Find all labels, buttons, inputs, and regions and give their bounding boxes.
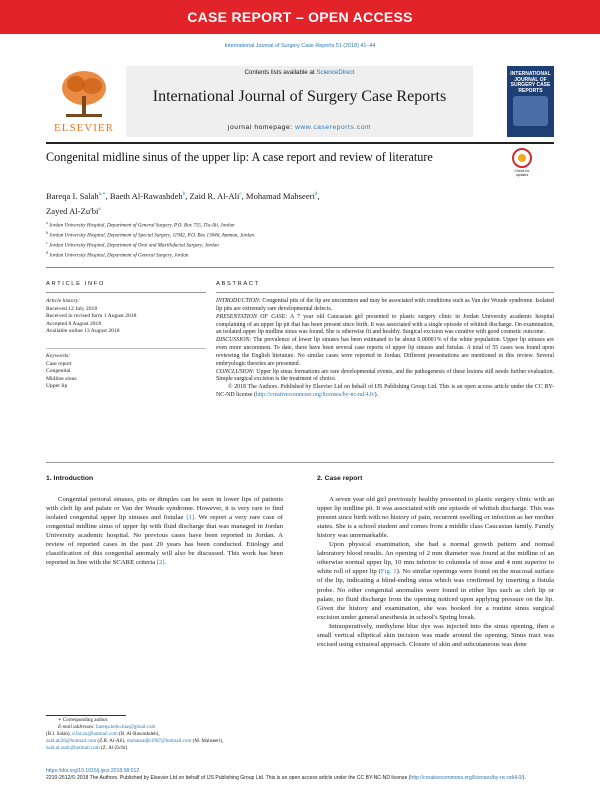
email-addresses [46, 724, 286, 731]
introduction-heading: 1. Introduction [46, 475, 94, 482]
author[interactable]: Baeth Al-Rawashdeh$^b$ [109, 190, 186, 201]
abstract-paragraph: PRESENTATION OF CASE: A 7 year old Caucasian girl presented to plastic surgery clinic in Jordan University academic hospital complaining of an upper lip pit that has been present since birth. It was associated with a single episode of whitish discharge. On examination, an isolated upper lip midline sinus was found. She is otherwise fit and healthy. Surgical excision was curative with good cosmetic outcome. [216, 313, 554, 336]
abstract-paragraph: CONCLUSION: Upper lip sinus formations are rare developmental events, and the pathogenesis of these lesions still needs further evaluation. Simple surgical excision is the treatment of choice. [216, 368, 554, 383]
journal-cover-image [507, 66, 554, 137]
history-item: Accepted 8 August 2018 [46, 320, 102, 327]
body-divider [46, 462, 554, 463]
section-divider [46, 267, 554, 268]
email-link[interactable]: zaid.al.zubi@hotmail.com [46, 744, 100, 751]
author[interactable]: Mohamad Mahseeri$^d$ [245, 190, 318, 201]
email-link[interactable]: d.lht.zu@hotmail.com [72, 730, 118, 737]
email-line: (B.I. Salah), d.lht.zu@hotmail.com (B. Al-Rawashdeh), [46, 730, 160, 737]
figure-link[interactable]: Fig. 1 [380, 568, 397, 576]
header-divider [46, 142, 554, 144]
email-link[interactable]: zaid.ali26@hotmail.com [46, 737, 97, 744]
homepage-link[interactable]: www.casereports.com [295, 124, 372, 131]
author-list: Bareqa I. Salah$^{a,∗}$, Baeth Al-Rawashdeh$^b$, Zaid R. Al-Ali$^c$, Mohamad Mahseeri$^d$, Zayed $Al-Zu'bi^a$ [46, 190, 320, 216]
cover-title: INTERNATIONAL JOURNAL OF SURGERY CASE REPORTS [510, 71, 551, 94]
open-access-banner: CASE REPORT – OPEN ACCESS [0, 0, 600, 34]
history-item: Received 12 July 2018 [46, 305, 98, 312]
check-for-updates-button[interactable] [510, 148, 534, 178]
homepage-prefix: journal homepage: [227, 124, 293, 131]
case-report-heading: 2. Case report [317, 475, 363, 482]
case-paragraph: Intraoperatively, methylene blue dye was injected into the sinus opening, then a small vertical elliptical skin incision was made around the opening. Sinus tract was excised using extraoral approach. Closure of skin and subcutaneous was done [317, 622, 554, 648]
journal-info-box [126, 66, 473, 137]
cover-illustration [513, 96, 548, 126]
journal-name: International Journal of Surgery Case Reports [152, 88, 447, 105]
history-label: Article history: [46, 298, 81, 304]
keywords [46, 348, 206, 391]
footnote [46, 717, 286, 752]
affiliation-item: $^c$ Jordan University Hospital, Department of Oral and Maxillofacial Surgery, Jordan [46, 240, 219, 249]
article-title: Congenital midline sinus of the upper lip: A case report and review of literature [46, 150, 433, 164]
corresponding-author-note: ∗ Corresponding author. [58, 717, 109, 723]
contents-line [126, 69, 473, 76]
affiliation-item: $^a$ Jordan University Hospital, Department of General Surgery, P.O. Box 755, Tla-Ali, Jordan [46, 221, 235, 229]
abstract-panel [216, 281, 554, 400]
affiliations [46, 220, 546, 260]
keyword-item: Midline sinus [46, 375, 77, 382]
contents-prefix: Contents lists available at [244, 69, 315, 76]
license-link[interactable]: http://creativecommons.org/licenses/by-nc-nd/4.0/ [255, 392, 375, 399]
elsevier-tree-icon [56, 68, 112, 120]
elsevier-logo [46, 66, 122, 137]
history-item: Received in revised form 1 August 2018 [46, 313, 137, 320]
journal-header [46, 66, 554, 137]
affiliation-item: $^b$ Jordan University Hospital, Department of Special Surgery, 11942, P.O. Box 13046, Amman, Jordan [46, 230, 255, 239]
history-item: Available online 13 August 2018 [46, 328, 120, 335]
doi-footer [46, 768, 554, 781]
check-for-updates-icon [512, 148, 532, 168]
keyword-item: Case report [46, 360, 72, 367]
abstract-heading: ABSTRACT [216, 281, 260, 287]
email-link[interactable]: mohamadjb1987@hotmail.com [126, 737, 192, 744]
abstract-paragraph: DISCUSSION: The prevalence of lower lip sinuses has been estimated to be about 0.00001% of the white population. Upper lip sinuses are even more uncommon. To date, there have been several case reports of upper lip sinuses and fistulas. A total of 55 cases was found upon reviewing the English literature. No similar cases were reported in Jordan. Different presentations are mentioned in this review. Several embryologic theories are presented. [216, 337, 554, 367]
case-paragraph: Upon physical examination, she had a normal growth pattern and normal laboratory blood results. An opening of 2 mm diameter was found at the midline of an otherwise normal upper lip, 10 mm inferior to columela of nose and 4 mm superior to white roll of upper lip (Fig. 1). No similar openings were found on the mucosal surface of the lip, indicating a blind-ending sinus which was confirmed by inserting a fistula probe. No other congenital anomalies were found in either lips such as cleft lip or palate, no fluid discharge from the opening noticed upon applying pressure on the lip. Given the history and examination, she was booked for a routine sinus surgical excision under general anesthesia in school's Spring break. [317, 541, 554, 621]
license-link[interactable]: http://creativecommons.org/licenses/by-nc-nd/4.0/ [410, 774, 523, 781]
keyword-item: Upper lip [46, 383, 68, 390]
abstract-body [216, 298, 554, 400]
abstract-license: © 2018 The Authors. Published by Elsevier Ltd on behalf of IJS Publishing Group Ltd. This is an open access article under the CC BY-NC-ND license (http://creativecommons.org/licenses/by-nc-nd/4.0/). [216, 384, 554, 399]
keyword-item: Congenital [46, 368, 71, 375]
introduction-paragraph: Congenital perioral sinuses, pits or dimples can be seen in lower lips of patients with cleft lip and palate or Van der Woude syndrome. However, it is very rare to find isolated congenital upper lip sinuses and fistulae [1]. We report a very rare case of congenital midline sinus of upper lip with fluid discharge that was managed in Jordan University academic hospital. No previous cases have been reported in Jordan. A review of reported cases in the past 20 years has been conducted. Etiology and classification of this congenital anomaly will also be discussed. This work has been reported in line with the SCARE criteria [2]. [46, 496, 283, 567]
author[interactable]: Zayed $Al-Zu'bi^a$ [46, 205, 101, 216]
copyright-line: 2210-2612/© 2018 The Authors. Published by Elsevier Ltd on behalf of IJS Publishing Group Ltd. This is an open access article under the CC BY-NC-ND license (http://creativecommons.org/licenses/by-nc-nd/4.0/). [46, 774, 526, 781]
left-column [46, 474, 283, 567]
publisher-name: ELSEVIER [54, 122, 114, 134]
right-column [317, 474, 554, 649]
sciencedirect-link[interactable]: ScienceDirect [316, 69, 355, 76]
case-paragraph: A seven year old girl previously healthy presented to plastic surgery clinic with an upper lip midline pit. It was associated with one episode of whitish discharge. This was present since birth with no history of pain, recurrent swelling or infection as her mother states. She is a school student and comes from a middle class Caucasian family. Family history was unremarkable. [317, 496, 554, 540]
journal-homepage [126, 124, 473, 131]
footnote-divider [46, 715, 126, 716]
reference-link[interactable]: [1] [186, 514, 195, 522]
article-info-panel [46, 281, 206, 391]
email-label: E-mail addresses: [58, 723, 95, 730]
email-line: zaid.ali26@hotmail.com (Z.R. Al-Ali), mohamadjb1987@hotmail.com (M. Mahseeri), [46, 737, 224, 744]
keywords-label: Keywords: [46, 352, 71, 359]
email-link[interactable]: bareqa.hebo.haz@gmail.com [96, 723, 156, 730]
abstract-paragraph: INTRODUCTION: Congenital pits of the lip are uncommon and may be associated with conditions such as Van der Woude syndrome. Isolated lip pits are extremely rare developmental defects. [216, 298, 554, 312]
article-history [46, 298, 206, 336]
doi-link[interactable]: https://doi.org/10.1016/j.ijscr.2018.08.012 [46, 768, 140, 774]
author[interactable]: Bareqa I. Salah$^{a,∗}$ [46, 190, 106, 201]
reference-link[interactable]: [2] [156, 559, 165, 567]
journal-citation-link[interactable]: International Journal of Surgery Case Reports 51 (2018) 41–44 [224, 43, 376, 49]
article-info-heading: ARTICLE INFO [46, 281, 106, 287]
author[interactable]: Zaid R. Al-Ali$^c$ [189, 190, 242, 201]
email-line: zaid.al.zubi@hotmail.com (Z. Al-Zu'bi). [46, 744, 129, 751]
affiliation-item: $^d$ Jordan University Hospital, Department of General Surgery, Jordan [46, 250, 189, 259]
check-for-updates-label: Check for updates [514, 169, 530, 177]
